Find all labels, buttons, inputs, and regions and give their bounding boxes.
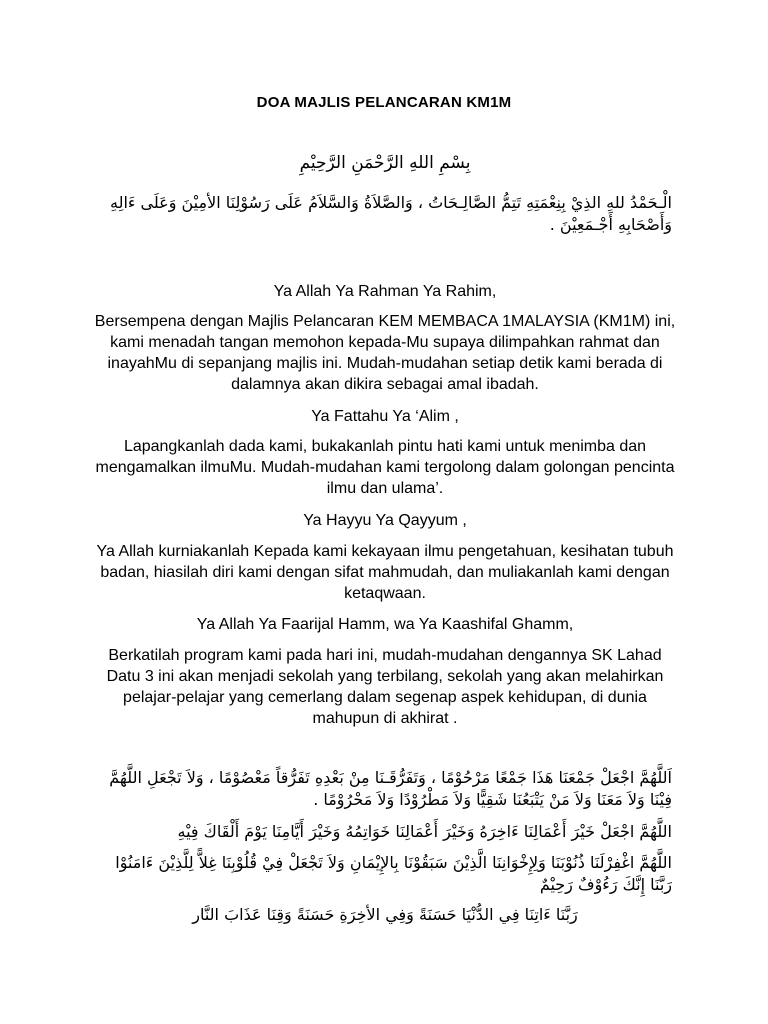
closing-arabic-1: اَللَّهُمَّ اجْعَلْ جَمْعَنَا هَذَا جَمْعًا مَرْحُوْمًا ، وَتَفَرُّقَـنَا مِنْ بَعْدِهِ تَفَرُّقاً مَعْصُوْمًا ، وَلاَ تَجْعَلِ اللَّهُمَّ فِيْنَا وَلاَ مَعَنَا وَلاَ مَنْ يَتْبَعُنَا شَقِيًّا وَلاَ مَطْرُوْدًا وَلاَ مَحْرُوْمًا . [109,768,672,809]
invocation-4: Ya Allah Ya Faarijal Hamm, wa Ya Kaashifal Ghamm, [196,616,574,633]
document-title: DOA MAJLIS PELANCARAN KM1M [256,94,512,111]
opening-arabic: الْـحَمْدُ للهِ الذِيْ بِنِعْمَتِهِ تَتِمُّ الصَّالِـحَاتُ ، وَالصَّلاَةُ وَالسَّلاَمُ عَلَى رَسُوْلِنَا الأمِيْنَ وَعَلَى ءَالِهِ وَأَصْحَابِهِ أَجْـمَعِيْنَ . [110,193,672,234]
invocation-1: Ya Allah Ya Rahman Ya Rahim, [273,283,497,300]
bismillah: بِسْمِ اللهِ الرَّحْمَنِ الرَّحِيْمِ [299,153,471,173]
closing-arabic-3: اللَّهُمَّ اغْفِرْلَنَا ذُنُوْبَنَا وَلِإِخْوَانِنَا الَّذِيْنَ سَبَقُوْنَا بِالإِيْمَانِ وَلاَ تَجْعَلْ فِيْ قُلُوْبِنَا غِلاًّ لِلَّذِيْنَ ءَامَنُوْا رَبَّنَا إِنَّكَ رَءُوْفٌ رَحِيْمٌ [115,853,672,894]
paragraph-4: Berkatilah program kami pada hari ini, mudah-mudahan dengannya SK Lahad Datu 3 ini akan menjadi sekolah yang terbilang, sekolah yang akan melahirkan pelajar-pelajar yang cemerlang dalam segenap aspek kehidupan, di dunia mahupun di akhirat . [106,647,664,727]
closing-arabic-2: اللَّهُمَّ اجْعَلْ خَيْرَ أَعْمَالِنَا ءَاخِرَهُ وَخَيْرَ أَعْمَالِنَا خَوَاتِمُهُ وَخَيْرَ أَيَّامِنَا يَوْمَ أَلْقَاكَ فِيْهِ [177,822,672,841]
paragraph-2: Lapangkanlah dada kami, bukakanlah pintu hati kami untuk menimba dan mengamalkan ilmuMu. Mudah-mudahan kami tergolong dalam golongan pencinta ilmu dan ulama’. [95,438,675,497]
closing-arabic-4: رَبَّنَا ءَاتِنَا فِي الدُّنْيَا حَسَنَةً وَفِي الأخِرَةِ حَسَنَةً وَقِنَا عَذَابَ النَّار [192,905,578,924]
invocation-2: Ya Fattahu Ya ‘Alim , [311,408,459,425]
paragraph-1: Bersempena dengan Majlis Pelancaran KEM MEMBACA 1MALAYSIA (KM1M) ini, kami menadah tangan memohon kepada-Mu supaya dilimpahkan rahmat dan inayahMu di sepanjang majlis ini. Mudah-mudahan setiap detik kami berada di dalamnya akan dikira sebagai amal ibadah. [94,313,676,393]
paragraph-3: Ya Allah kurniakanlah Kepada kami kekayaan ilmu pengetahuan, kesihatan tubuh badan, hiasilah diri kami dengan sifat mahmudah, dan muliakanlah kami dengan ketaqwaan. [96,543,674,602]
invocation-3: Ya Hayyu Ya Qayyum , [303,512,467,529]
